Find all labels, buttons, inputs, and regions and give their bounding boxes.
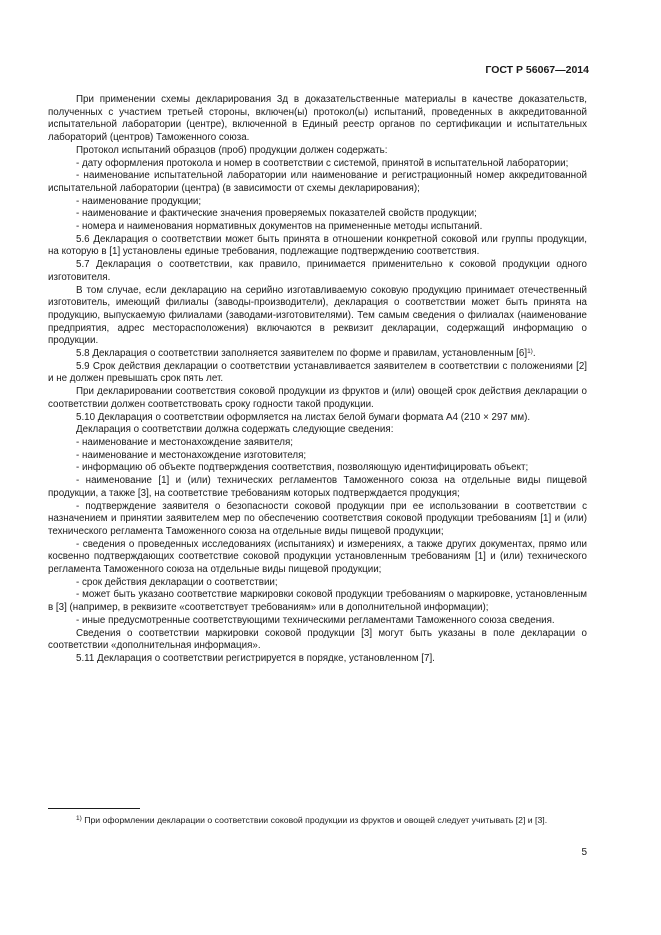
footnote-text: При оформлении декларации о соответствии соковой продукции из фруктов и овощей следует учитывать [2] и [3].	[81, 815, 548, 825]
document-header: ГОСТ Р 56067—2014	[485, 64, 589, 76]
clause-5-7: 5.7 Декларация о соответствии, как правило, принимается применительно к соковой продукции одного изготовителя.	[48, 259, 587, 283]
paragraph: Протокол испытаний образцов (проб) продукции должен содержать:	[76, 144, 388, 156]
list-item: - наименование продукции;	[76, 195, 202, 207]
paragraph: В том случае, если декларацию на серийно изготавливаемую соковую продукцию принимает отечественный изготовитель, имеющий филиалы (заводы-производители), декларация о соответствии может быть принята на продукцию, выпускаемую филиалами (заводами-изготовителями). Тем самым сведения о филиалах (наименование предприятия, адрес месторасположения) включаются в реквизит декларации, содержащий информацию о продукции.	[48, 284, 587, 347]
list-item: - наименование и местонахождение заявителя;	[76, 436, 293, 448]
footnote-reference: 1)	[527, 348, 533, 356]
footnote-divider	[48, 808, 140, 809]
list-item: - наименование [1] и (или) технических регламентов Таможенного союза на отдельные виды пищевой продукции, а также [3], на соответствие требованиям которых подтверждается продукция;	[48, 475, 587, 499]
clause-5-8	[48, 348, 587, 361]
clause-5-6: 5.6 Декларация о соответствии может быть принята в отношении конкретной соковой или группы продукции, на которую в [1] установлены единые требования, подлежащие подтверждению соответствия.	[48, 233, 587, 258]
paragraph: Декларация о соответствии должна содержать следующие сведения:	[76, 424, 394, 436]
clause-5-8-text: 5.8 Декларация о соответствии заполняется заявителем по форме и правилам, установленным [6]	[76, 348, 528, 360]
list-item: - номера и наименования нормативных документов на примененные методы испытаний.	[76, 221, 483, 233]
paragraph: При применении схемы декларирования 3д в доказательственные материалы в качестве доказательств, полученных с участием третьей стороны, включен(ы) протокол(ы) испытаний, проведенных в аккредитованной испытательной лаборатории (центре), включенной в Единый реестр органов по сертификации и испытательных лабораторий (центров) Таможенного союза.	[48, 94, 587, 144]
list-item: - дату оформления протокола и номер в соответствии с системой, принятой в испытательной лаборатории;	[76, 157, 569, 169]
paragraph: При декларировании соответствия соковой продукции из фруктов и (или) овощей срок действия декларации о соответствии должен соответствовать сроку годности такой продукции.	[48, 386, 587, 410]
list-item: - наименование и фактические значения проверяемых показателей свойств продукции;	[76, 208, 477, 220]
page-number: 5	[581, 847, 587, 858]
list-item: - информацию об объекте подтверждения соответствия, позволяющую идентифицировать объект;	[76, 462, 529, 474]
list-item: - сведения о проведенных исследованиях (испытаниях) и измерениях, а также других документах, прямо или косвенно подтверждающих соответствие соковой продукции установленным требованиям [1] и (или) технического регламента Таможенного союза на отдельные виды пищевой продукции;	[48, 538, 587, 576]
clause-5-11: 5.11 Декларация о соответствии регистрируется в порядке, установленном [7].	[76, 652, 435, 664]
footnote	[48, 815, 587, 827]
clause-5-8-end: .	[532, 348, 536, 360]
paragraph: Сведения о соответствии маркировки соковой продукции [3] могут быть указаны в поле декларации о соответствии «дополнительная информация».	[48, 627, 587, 652]
list-item: - иные предусмотренные соответствующими техническими регламентами Таможенного союза сведения.	[76, 614, 555, 626]
document-body	[48, 94, 587, 666]
clause-5-9: 5.9 Срок действия декларации о соответствии устанавливается заявителем в соответствии с положениями [2] и не должен превышать срок пять лет.	[48, 360, 587, 385]
list-item: - подтверждение заявителя о безопасности соковой продукции при ее использовании в соответствии с назначением и принятии заявителем мер по обеспечению соответствия соковой продукции требованиям [1] и (или) технического регламента Таможенного союза на отдельные виды пищевой продукции;	[48, 500, 587, 537]
list-item: - может быть указано соответствие маркировки соковой продукции требованиям о маркировке, установленным в [3] (например, в реквизите «соответствует требованиям» или в дополнительной информации);	[48, 589, 587, 614]
clause-5-10: 5.10 Декларация о соответствии оформляется на листах белой бумаги формата А4 (210 × 297 мм).	[76, 411, 531, 423]
footnote-mark: 1)	[76, 815, 82, 822]
list-item: - наименование испытательной лаборатории или наименование и регистрационный номер аккредитованной испытательной лаборатории (центра) (в зависимости от схемы декларирования);	[48, 170, 587, 194]
list-item: - срок действия декларации о соответствии;	[76, 576, 278, 588]
list-item: - наименование и местонахождение изготовителя;	[76, 449, 307, 461]
